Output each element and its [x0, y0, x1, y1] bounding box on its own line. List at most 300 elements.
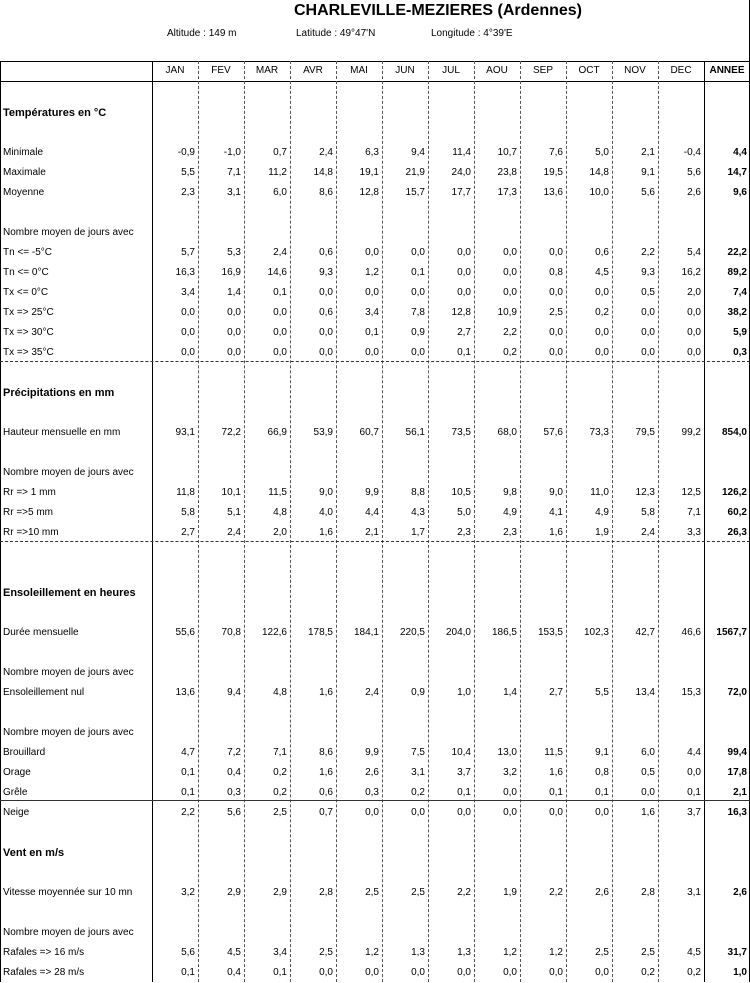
month-value: 0,0	[595, 347, 609, 358]
month-value: 1,2	[365, 947, 379, 958]
month-value: 0,0	[365, 287, 379, 298]
month-value: 2,2	[181, 807, 195, 818]
month-value: 4,5	[687, 947, 701, 958]
month-value: 0,0	[641, 787, 655, 798]
month-value: 10,0	[589, 187, 609, 198]
month-value: 8,8	[411, 487, 425, 498]
month-value: 2,4	[319, 147, 333, 158]
month-value: 0,0	[687, 347, 701, 358]
month-value: 0,0	[319, 967, 333, 978]
month-value: 16,2	[681, 267, 701, 278]
row-label: Hauteur mensuelle en mm	[3, 427, 121, 438]
section-title: Précipitations en mm	[3, 387, 115, 399]
month-value: 0,6	[319, 247, 333, 258]
annual-value: 26,3	[727, 527, 747, 538]
row-label: Moyenne	[3, 187, 45, 198]
month-value: 9,9	[365, 487, 379, 498]
month-value: 0,3	[365, 787, 379, 798]
month-value: 0,0	[411, 247, 425, 258]
month-value: 0,1	[687, 787, 701, 798]
longitude: Longitude : 4°39'E	[431, 28, 513, 39]
month-value: 3,4	[365, 307, 379, 318]
month-value: 2,0	[687, 287, 701, 298]
row-label: Durée mensuelle	[3, 627, 79, 638]
month-value: 0,1	[365, 327, 379, 338]
column-header-annee: ANNEE	[709, 65, 745, 76]
month-value: 220,5	[399, 627, 425, 638]
month-value: 2,5	[549, 307, 563, 318]
month-value: 57,6	[543, 427, 563, 438]
month-value: 68,0	[497, 427, 517, 438]
month-value: 10,5	[451, 487, 471, 498]
month-value: 7,6	[549, 147, 563, 158]
month-value: 0,0	[181, 327, 195, 338]
row-label: Tn <= 0°C	[3, 267, 49, 278]
month-value: 0,0	[365, 347, 379, 358]
month-value: 0,6	[595, 247, 609, 258]
month-value: 70,8	[221, 627, 241, 638]
month-value: 0,5	[641, 287, 655, 298]
month-value: 2,3	[457, 527, 471, 538]
month-value: 0,9	[411, 687, 425, 698]
month-value: 4,4	[687, 747, 701, 758]
month-value: 102,3	[583, 627, 609, 638]
month-value: 3,1	[687, 887, 701, 898]
month-value: 0,1	[181, 767, 195, 778]
month-value: 0,3	[227, 787, 241, 798]
month-value: 0,0	[273, 327, 287, 338]
month-value: 2,6	[595, 887, 609, 898]
column-header-dec: DEC	[670, 65, 692, 76]
month-value: 2,1	[365, 527, 379, 538]
month-value: 0,0	[411, 347, 425, 358]
row-label: Neige	[3, 807, 30, 818]
month-value: 0,6	[319, 787, 333, 798]
month-value: 1,4	[227, 287, 241, 298]
month-value: 0,0	[549, 347, 563, 358]
latitude: Latitude : 49°47'N	[296, 28, 376, 39]
month-value: 0,0	[595, 967, 609, 978]
month-value: 19,1	[359, 167, 379, 178]
column-header-mar: MAR	[255, 65, 279, 76]
month-value: 0,0	[411, 967, 425, 978]
month-value: 2,2	[503, 327, 517, 338]
header-bottom-border	[0, 81, 750, 82]
month-value: 7,8	[411, 307, 425, 318]
month-value: 0,8	[549, 267, 563, 278]
month-value: 4,9	[595, 507, 609, 518]
month-value: 0,4	[227, 967, 241, 978]
month-value: 0,4	[227, 767, 241, 778]
month-value: 4,8	[273, 507, 287, 518]
month-value: 9,0	[549, 487, 563, 498]
row-label: Maximale	[3, 167, 46, 178]
row-label: Brouillard	[3, 747, 46, 758]
month-value: 0,0	[503, 287, 517, 298]
month-value: 0,2	[595, 307, 609, 318]
month-value: 0,7	[319, 807, 333, 818]
month-value: 5,8	[181, 507, 195, 518]
annual-value: 9,6	[733, 187, 747, 198]
month-value: 0,0	[319, 347, 333, 358]
month-value: 2,5	[595, 947, 609, 958]
month-value: 0,2	[411, 787, 425, 798]
month-value: 0,0	[457, 807, 471, 818]
month-value: 0,0	[365, 247, 379, 258]
month-value: 7,5	[411, 747, 425, 758]
annual-value: 60,2	[727, 507, 747, 518]
month-value: 4,5	[595, 267, 609, 278]
month-value: 4,4	[365, 507, 379, 518]
column-header-fev: FEV	[211, 65, 231, 76]
month-value: 0,0	[457, 247, 471, 258]
month-value: 2,7	[457, 327, 471, 338]
annual-value: 14,7	[727, 167, 747, 178]
month-value: 5,6	[227, 807, 241, 818]
month-value: 153,5	[537, 627, 563, 638]
month-value: 1,0	[457, 687, 471, 698]
annual-value: 16,3	[727, 807, 747, 818]
month-value: 11,4	[452, 147, 471, 158]
month-value: 0,0	[227, 347, 241, 358]
month-value: 11,2	[268, 167, 287, 178]
month-value: 3,4	[273, 947, 287, 958]
month-value: 12,8	[451, 307, 471, 318]
month-value: 0,1	[411, 267, 425, 278]
month-value: 11,5	[268, 487, 287, 498]
page-title: CHARLEVILLE-MEZIERES (Ardennes)	[293, 2, 582, 19]
section-title: Ensoleillement en heures	[3, 587, 136, 599]
annual-value: 89,2	[727, 267, 747, 278]
month-value: 1,6	[319, 687, 333, 698]
row-label: Nombre moyen de jours avec	[3, 667, 134, 678]
month-value: 8,6	[319, 187, 333, 198]
month-value: 19,5	[543, 167, 563, 178]
month-value: 0,0	[503, 807, 517, 818]
month-value: 6,3	[365, 147, 379, 158]
month-value: 0,0	[503, 787, 517, 798]
annual-value: 2,6	[733, 887, 747, 898]
row-label: Tx <= 0°C	[3, 287, 49, 298]
month-value: 0,0	[227, 327, 241, 338]
month-value: 73,3	[589, 427, 609, 438]
month-value: 0,0	[227, 307, 241, 318]
annual-value: 126,2	[721, 487, 747, 498]
month-value: -0,4	[683, 147, 701, 158]
month-value: 13,6	[175, 687, 195, 698]
month-value: 9,0	[319, 487, 333, 498]
month-value: 7,1	[687, 507, 701, 518]
month-value: 9,4	[411, 147, 425, 158]
month-value: 2,3	[503, 527, 517, 538]
month-value: 3,7	[687, 807, 701, 818]
month-value: 0,0	[503, 967, 517, 978]
month-value: 0,0	[503, 247, 517, 258]
month-value: 9,9	[365, 747, 379, 758]
column-header-oct: OCT	[578, 65, 600, 76]
month-value: 0,0	[549, 967, 563, 978]
month-value: 0,1	[273, 967, 287, 978]
month-value: 2,5	[273, 807, 287, 818]
month-value: 2,0	[273, 527, 287, 538]
month-value: 0,1	[595, 787, 609, 798]
month-value: 12,5	[681, 487, 701, 498]
month-value: 1,2	[549, 947, 563, 958]
table-left-border	[0, 61, 1, 982]
month-value: 0,0	[549, 807, 563, 818]
month-value: 2,9	[227, 887, 241, 898]
month-value: 0,0	[641, 347, 655, 358]
month-value: 0,0	[549, 327, 563, 338]
month-value: 0,2	[273, 787, 287, 798]
month-value: 0,0	[181, 307, 195, 318]
month-value: 0,5	[641, 767, 655, 778]
month-value: 0,9	[411, 327, 425, 338]
row-label: Rr => 1 mm	[3, 487, 56, 498]
row-label: Nombre moyen de jours avec	[3, 227, 134, 238]
annual-value: 17,8	[727, 767, 747, 778]
month-value: 2,1	[641, 147, 655, 158]
month-value: 204,0	[445, 627, 471, 638]
month-value: 0,2	[273, 767, 287, 778]
row-label: Tx => 30°C	[3, 327, 54, 338]
row-label: Rafales => 28 m/s	[3, 967, 85, 978]
month-value: 79,5	[635, 427, 655, 438]
month-value: 13,4	[635, 687, 655, 698]
month-value: 1,3	[457, 947, 471, 958]
month-value: 11,5	[544, 747, 563, 758]
month-value: 16,3	[175, 267, 195, 278]
month-value: 7,2	[227, 747, 241, 758]
month-value: 1,6	[319, 767, 333, 778]
month-value: 5,6	[641, 187, 655, 198]
month-value: 0,0	[503, 267, 517, 278]
month-value: 122,6	[261, 627, 287, 638]
annual-value: 7,4	[733, 287, 747, 298]
month-value: 42,7	[635, 627, 655, 638]
month-value: 21,9	[405, 167, 425, 178]
month-value: 2,5	[365, 887, 379, 898]
month-value: 0,1	[273, 287, 287, 298]
month-value: 0,0	[273, 347, 287, 358]
month-value: 10,4	[451, 747, 471, 758]
month-value: 53,9	[313, 427, 333, 438]
month-value: 0,0	[319, 287, 333, 298]
month-value: 73,5	[451, 427, 471, 438]
month-value: 0,0	[641, 307, 655, 318]
row-label: Tx => 25°C	[3, 307, 54, 318]
row-label: Ensoleillement nul	[3, 687, 85, 698]
column-header-sep: SEP	[532, 65, 553, 76]
row-label: Rr =>5 mm	[3, 507, 54, 518]
month-value: 0,0	[595, 287, 609, 298]
month-value: 14,8	[313, 167, 333, 178]
month-value: 5,0	[595, 147, 609, 158]
month-value: 9,1	[641, 167, 655, 178]
month-value: 0,1	[457, 787, 471, 798]
month-value: 0,0	[457, 287, 471, 298]
month-value: 2,4	[641, 527, 655, 538]
month-value: 1,9	[595, 527, 609, 538]
month-value: 17,7	[451, 187, 471, 198]
month-value: 3,2	[503, 767, 517, 778]
month-value: 184,1	[353, 627, 379, 638]
month-value: 178,5	[307, 627, 333, 638]
month-value: 0,0	[687, 767, 701, 778]
month-value: 0,0	[365, 807, 379, 818]
month-value: 3,3	[687, 527, 701, 538]
month-value: 5,5	[181, 167, 195, 178]
month-value: 15,7	[405, 187, 425, 198]
month-value: 24,0	[451, 167, 471, 178]
month-value: 0,0	[457, 967, 471, 978]
month-value: 5,6	[687, 167, 701, 178]
month-value: 17,3	[497, 187, 517, 198]
month-value: 4,8	[273, 687, 287, 698]
column-header-aou: AOU	[486, 65, 508, 76]
month-value: 2,5	[641, 947, 655, 958]
month-value: 1,6	[319, 527, 333, 538]
month-value: 4,1	[549, 507, 563, 518]
row-label: Vitesse moyennée sur 10 mn	[3, 887, 133, 898]
row-label: Rr =>10 mm	[3, 527, 59, 538]
month-value: 7,1	[273, 747, 287, 758]
annual-value: 1,0	[733, 967, 747, 978]
month-value: 2,6	[365, 767, 379, 778]
month-value: 5,4	[687, 247, 701, 258]
month-value: 7,1	[227, 167, 241, 178]
month-value: 9,4	[227, 687, 241, 698]
month-value: 2,7	[549, 687, 563, 698]
row-label: Tx => 35°C	[3, 347, 54, 358]
month-value: 1,4	[503, 687, 517, 698]
month-value: 16,9	[221, 267, 241, 278]
month-value: 14,6	[267, 267, 287, 278]
column-header-jun: JUN	[395, 65, 415, 76]
month-value: 0,2	[641, 967, 655, 978]
row-label: Nombre moyen de jours avec	[3, 927, 134, 938]
month-value: 0,0	[641, 327, 655, 338]
month-value: 2,8	[641, 887, 655, 898]
month-value: 0,6	[319, 307, 333, 318]
annual-value: 5,9	[733, 327, 747, 338]
annual-value: 31,7	[727, 947, 747, 958]
month-value: 0,0	[411, 807, 425, 818]
month-value: 9,1	[595, 747, 609, 758]
annual-value: 99,4	[727, 747, 747, 758]
month-value: 1,6	[641, 807, 655, 818]
month-value: 10,1	[221, 487, 241, 498]
month-value: 0,0	[457, 267, 471, 278]
month-value: 11,8	[176, 487, 195, 498]
month-value: 2,2	[549, 887, 563, 898]
month-value: 4,7	[181, 747, 195, 758]
month-value: 15,3	[681, 687, 701, 698]
month-value: 5,6	[181, 947, 195, 958]
month-value: 0,0	[273, 307, 287, 318]
month-value: 2,8	[319, 887, 333, 898]
row-label: Orage	[3, 767, 31, 778]
month-value: 2,5	[319, 947, 333, 958]
month-value: 0,0	[687, 327, 701, 338]
month-value: 56,1	[405, 427, 425, 438]
month-value: 9,3	[319, 267, 333, 278]
month-value: 0,0	[411, 287, 425, 298]
row-label: Nombre moyen de jours avec	[3, 467, 134, 478]
month-value: 13,0	[497, 747, 517, 758]
row-label: Nombre moyen de jours avec	[3, 727, 134, 738]
column-header-avr: AVR	[303, 65, 323, 76]
month-value: -1,0	[223, 147, 241, 158]
month-value: 46,6	[681, 627, 701, 638]
month-value: 0,0	[687, 307, 701, 318]
month-value: 1,7	[411, 527, 425, 538]
month-value: 2,4	[365, 687, 379, 698]
month-value: 2,7	[181, 527, 195, 538]
month-value: 5,3	[227, 247, 241, 258]
annual-value: 38,2	[727, 307, 747, 318]
month-value: 0,7	[273, 147, 287, 158]
altitude: Altitude : 149 m	[167, 28, 237, 39]
month-value: 4,3	[411, 507, 425, 518]
month-value: 2,6	[687, 187, 701, 198]
month-value: 2,4	[273, 247, 287, 258]
month-value: 0,1	[181, 967, 195, 978]
month-value: 55,6	[175, 627, 195, 638]
month-value: 3,4	[181, 287, 195, 298]
month-value: 0,0	[595, 807, 609, 818]
month-value: 2,9	[273, 887, 287, 898]
section-title: Vent en m/s	[3, 847, 65, 859]
month-value: 0,0	[319, 327, 333, 338]
month-value: 0,8	[595, 767, 609, 778]
month-value: 5,0	[457, 507, 471, 518]
month-value: 0,1	[549, 787, 563, 798]
month-value: 0,2	[687, 967, 701, 978]
month-value: 1,3	[411, 947, 425, 958]
month-value: 3,7	[457, 767, 471, 778]
month-value: 6,0	[273, 187, 287, 198]
month-value: 1,2	[503, 947, 517, 958]
month-value: 1,6	[549, 767, 563, 778]
month-value: 93,1	[175, 427, 195, 438]
month-value: 6,0	[641, 747, 655, 758]
row-label: Minimale	[3, 147, 44, 158]
column-header-nov: NOV	[624, 65, 646, 76]
month-value: 14,8	[589, 167, 609, 178]
column-header-jan: JAN	[165, 65, 185, 76]
month-value: 0,2	[503, 347, 517, 358]
month-value: 8,6	[319, 747, 333, 758]
month-value: 60,7	[359, 427, 379, 438]
annual-value: 22,2	[727, 247, 747, 258]
month-value: 0,0	[549, 247, 563, 258]
month-value: 72,2	[221, 427, 241, 438]
month-value: 2,2	[457, 887, 471, 898]
month-value: 23,8	[497, 167, 517, 178]
month-value: 10,7	[497, 147, 517, 158]
month-value: 3,1	[227, 187, 241, 198]
month-value: 1,2	[365, 267, 379, 278]
month-value: 11,0	[590, 487, 609, 498]
month-value: 5,1	[227, 507, 241, 518]
column-header-jul: JUL	[442, 65, 460, 76]
month-value: 0,0	[595, 327, 609, 338]
month-value: 4,9	[503, 507, 517, 518]
month-value: 2,5	[411, 887, 425, 898]
month-value: 2,3	[181, 187, 195, 198]
row-label: Rafales => 16 m/s	[3, 947, 85, 958]
